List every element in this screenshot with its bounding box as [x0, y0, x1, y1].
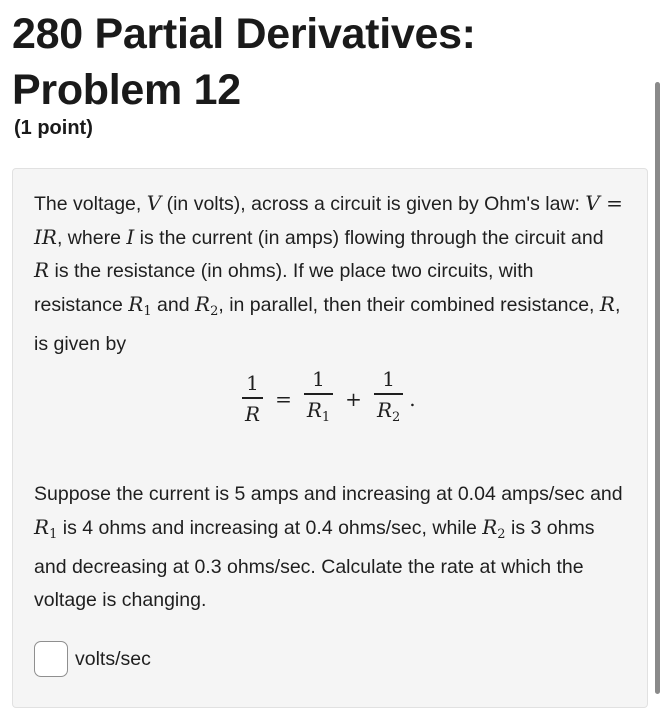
- answer-unit-label: volts/sec: [75, 647, 151, 670]
- fraction-lhs: [242, 371, 263, 427]
- ohms-law-v: V: [585, 191, 600, 215]
- problem-statement: [34, 187, 624, 361]
- fraction-r1: [304, 367, 333, 431]
- fraction-denominator: [304, 395, 333, 431]
- var-r1: R: [34, 514, 50, 539]
- ohms-law-equals: =: [599, 191, 623, 215]
- answer-row: [34, 641, 151, 677]
- statement-text: is the current (in amps) flowing through the circuit and: [134, 226, 604, 249]
- var-r1-subscript: 1: [49, 526, 58, 542]
- statement-text: , in parallel, then their combined resistance,: [218, 293, 600, 316]
- ohms-law-ir: IR: [34, 224, 57, 249]
- var-r2-subscript: 2: [497, 526, 506, 542]
- var-current: I: [126, 224, 135, 249]
- denominator-r1: R: [306, 397, 322, 422]
- points-label: (1 point): [14, 117, 93, 139]
- parallel-resistance-equation: [238, 367, 416, 431]
- var-r1: R: [128, 291, 144, 316]
- var-combined-resistance: R: [599, 291, 615, 316]
- fraction-denominator: [374, 395, 403, 431]
- scrollbar-thumb[interactable]: [655, 82, 660, 694]
- page-title-line-2: Problem 12: [12, 66, 241, 114]
- statement-text: (in volts), across a circuit is given by Ohm's law:: [161, 193, 586, 215]
- denominator-r2: R: [376, 397, 392, 422]
- statement-text: , where: [56, 226, 127, 249]
- var-r2: R: [195, 291, 211, 316]
- scrollbar[interactable]: [652, 0, 662, 700]
- var-resistance: R: [34, 258, 50, 282]
- denominator-r1-subscript: 1: [321, 409, 331, 425]
- equation-period: .: [409, 387, 416, 411]
- page-title: [12, 6, 476, 118]
- fraction-numerator: 1: [382, 367, 395, 392]
- question-text: is 4 ohms and increasing at 0.4 ohms/sec, while: [57, 516, 483, 539]
- fraction-numerator: 1: [246, 371, 259, 396]
- question-text: is 3 ohms and decreasing at 0.3 ohms/sec. Calculate the rate at which the voltage is changing.: [34, 516, 595, 611]
- equals-sign: =: [275, 387, 292, 411]
- page-title-line-1: 280 Partial Derivatives:: [12, 10, 476, 58]
- statement-text: is the resistance (in ohms). If we place two circuits, with resistance: [34, 260, 534, 316]
- var-r1-subscript: 1: [143, 303, 152, 319]
- statement-text: , is given by: [34, 293, 621, 355]
- statement-text: The voltage,: [34, 193, 147, 215]
- answer-input[interactable]: [34, 641, 68, 677]
- statement-text: and: [151, 293, 196, 316]
- var-voltage: V: [146, 191, 162, 215]
- fraction-numerator: 1: [312, 367, 325, 392]
- plus-sign: +: [345, 387, 362, 411]
- fraction-denominator: R: [245, 401, 261, 426]
- var-r2: R: [482, 514, 498, 539]
- question-text: Suppose the current is 5 amps and increasing at 0.04 amps/sec and: [34, 483, 623, 505]
- var-r2-subscript: 2: [210, 303, 219, 319]
- problem-card: [12, 168, 648, 708]
- denominator-r2-subscript: 2: [392, 409, 401, 425]
- problem-question: [34, 478, 624, 616]
- fraction-r2: [374, 367, 403, 431]
